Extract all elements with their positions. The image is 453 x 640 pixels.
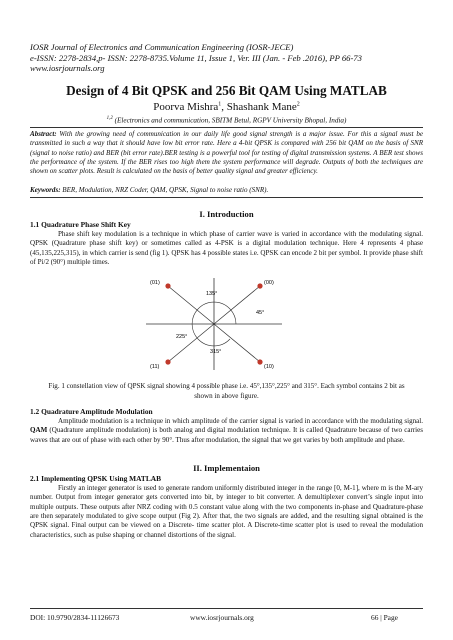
paragraph-qam-text-a: Amplitude modulation is a technique in which amplitude of the carrier signal is varied in accordance with the modulating signal. xyxy=(58,417,423,425)
vector-11 xyxy=(168,324,214,362)
angle-45: 45° xyxy=(256,310,265,316)
angle-315: 315° xyxy=(210,349,222,355)
subsection-2-1-heading: 2.1 Implementing QPSK Using MATLAB xyxy=(30,474,162,483)
qpsk-constellation-figure xyxy=(146,278,282,370)
paragraph-implementation xyxy=(30,484,423,540)
vector-00 xyxy=(214,286,260,324)
author-1-sup: 1 xyxy=(218,101,222,108)
journal-site: www.iosrjournals.org xyxy=(30,63,105,73)
divider-top xyxy=(30,127,423,128)
author-separator: , xyxy=(221,101,227,113)
author-line xyxy=(0,101,453,113)
label-11: (11) xyxy=(150,364,160,370)
keywords xyxy=(30,186,423,195)
point-01 xyxy=(165,283,170,288)
angle-225: 225° xyxy=(176,334,188,340)
figure-1-caption: Fig. 1 constellation view of QPSK signal showing 4 possible phase i.e. 45°,135°,225° and 315°. Each symbol contains 2 bit as shown in above figure. xyxy=(48,382,405,400)
point-10 xyxy=(257,359,262,364)
affiliation-sup: 1,2 xyxy=(106,116,113,121)
paragraph-qam-text-b: (Quadrature amplitude modulation) is both analog and digital modulation technique. It is called Quadrature because of two carries waves that are out of phase with each other by 90°. Thus after modulation, the signal that we get varies by both amplitude and phase. xyxy=(30,426,423,444)
footer-doi: DOI: 10.9790/2834-11126673 xyxy=(30,613,120,622)
journal-name: IOSR Journal of Electronics and Communication Engineering (IOSR-JECE) xyxy=(30,42,294,52)
footer-page: 66 | Page xyxy=(371,613,398,622)
paragraph-qam-bold: QAM xyxy=(30,426,48,435)
keywords-text: BER, Modulation, NRZ Coder, QAM, QPSK, Signal to noise ratio (SNR). xyxy=(60,186,269,194)
paragraph-qam xyxy=(30,417,423,445)
angle-135: 135° xyxy=(206,291,218,297)
arc-45 xyxy=(230,309,236,324)
section-2-heading: II. Implementaion xyxy=(193,463,260,473)
subsection-1-2-heading: 1.2 Quadrature Amplitude Modulation xyxy=(30,407,153,416)
divider-abstract xyxy=(30,197,423,198)
footer-site: www.iosrjournals.org xyxy=(190,613,254,622)
point-00 xyxy=(257,283,262,288)
paragraph-qpsk-text: Phase shift key modulation is a technique in which phase of carrier wave is varied in accordance with the modulating signal. QPSK (Quadrature phase shift key) or sometimes called as 4-PSK is a digital modulation technique. Here 4 represents 4 phase (45,135,225,315), in which carrier is send (fig 1). QPSK has 4 possible states i.e. QPSK can encode 2 bit per symbol. It provide phase shift of Pi/2 (90°) multiple times. xyxy=(30,230,423,267)
paragraph-implementation-text: Firstly an integer generator is used to generate random uniformly distributed integer in the range [0, M-1], where m is the M-ary number. Output from integer generator gets converted into bit, by integer to bit converter. A demultiplexer convert’s single input into multiple outputs. These outputs after NRZ coding with 0.5 constant value along with the two components in-phase and Quadrature-phase are then separately modulated to give scope output (Fig 2). After that, the two signals are added, and the resulting signal obtained is the QPSK signal. Final output can be viewed on a Discrete- time scatter plot. A Discrete-time scatter plot is used to reveal the modulation characteristics, such as pulse shaping or channel distortions of the signal. xyxy=(30,484,423,539)
paper-title: Design of 4 Bit QPSK and 256 Bit QAM Using MATLAB xyxy=(66,83,387,98)
section-1-heading: I. Introduction xyxy=(199,209,254,219)
label-10: (10) xyxy=(264,364,274,370)
abstract-label: Abstract: xyxy=(30,130,57,138)
label-01: (01) xyxy=(150,280,160,286)
vector-10 xyxy=(214,324,260,362)
point-11 xyxy=(165,359,170,364)
author-2: Shashank Mane xyxy=(226,101,297,113)
journal-header xyxy=(30,42,362,74)
label-00: (00) xyxy=(264,280,274,286)
subsection-1-1-heading: 1.1 Quadrature Phase Shift Key xyxy=(30,220,131,229)
paragraph-qpsk xyxy=(30,230,423,267)
affiliation xyxy=(0,116,453,124)
keywords-label: Keywords: xyxy=(30,186,61,194)
author-2-sup: 2 xyxy=(296,101,300,108)
abstract xyxy=(30,130,423,176)
affiliation-text: (Electronics and communication, SBITM Betul, RGPV University Bhopal, India) xyxy=(114,116,347,125)
footer-rule xyxy=(30,608,423,609)
author-1: Poorva Mishra xyxy=(153,101,219,113)
journal-issn: e-ISSN: 2278-2834,p- ISSN: 2278-8735.Volume 11, Issue 1, Ver. III (Jan. - Feb .2016), PP 66-73 xyxy=(30,52,362,63)
abstract-text: With the growing need of communication in our daily life good signal strength is a major issue. For this a signal must be transmitted in such a way that it should have low bit error rate. Here a 4-bit QPSK is compared with 256 bit QAM on the basis of SNR (signal to noise ratio) and BER (bit error rate).BER testing is a powerful tool for testing of digital transmission systems. A BER test shows the performance of the system. If the BER rises too high them the system performance will degrade. Outputs of both the techniques are shown on scatter plots. Result is calculated on the basis of better quality signal and greater efficiency. xyxy=(30,130,423,176)
